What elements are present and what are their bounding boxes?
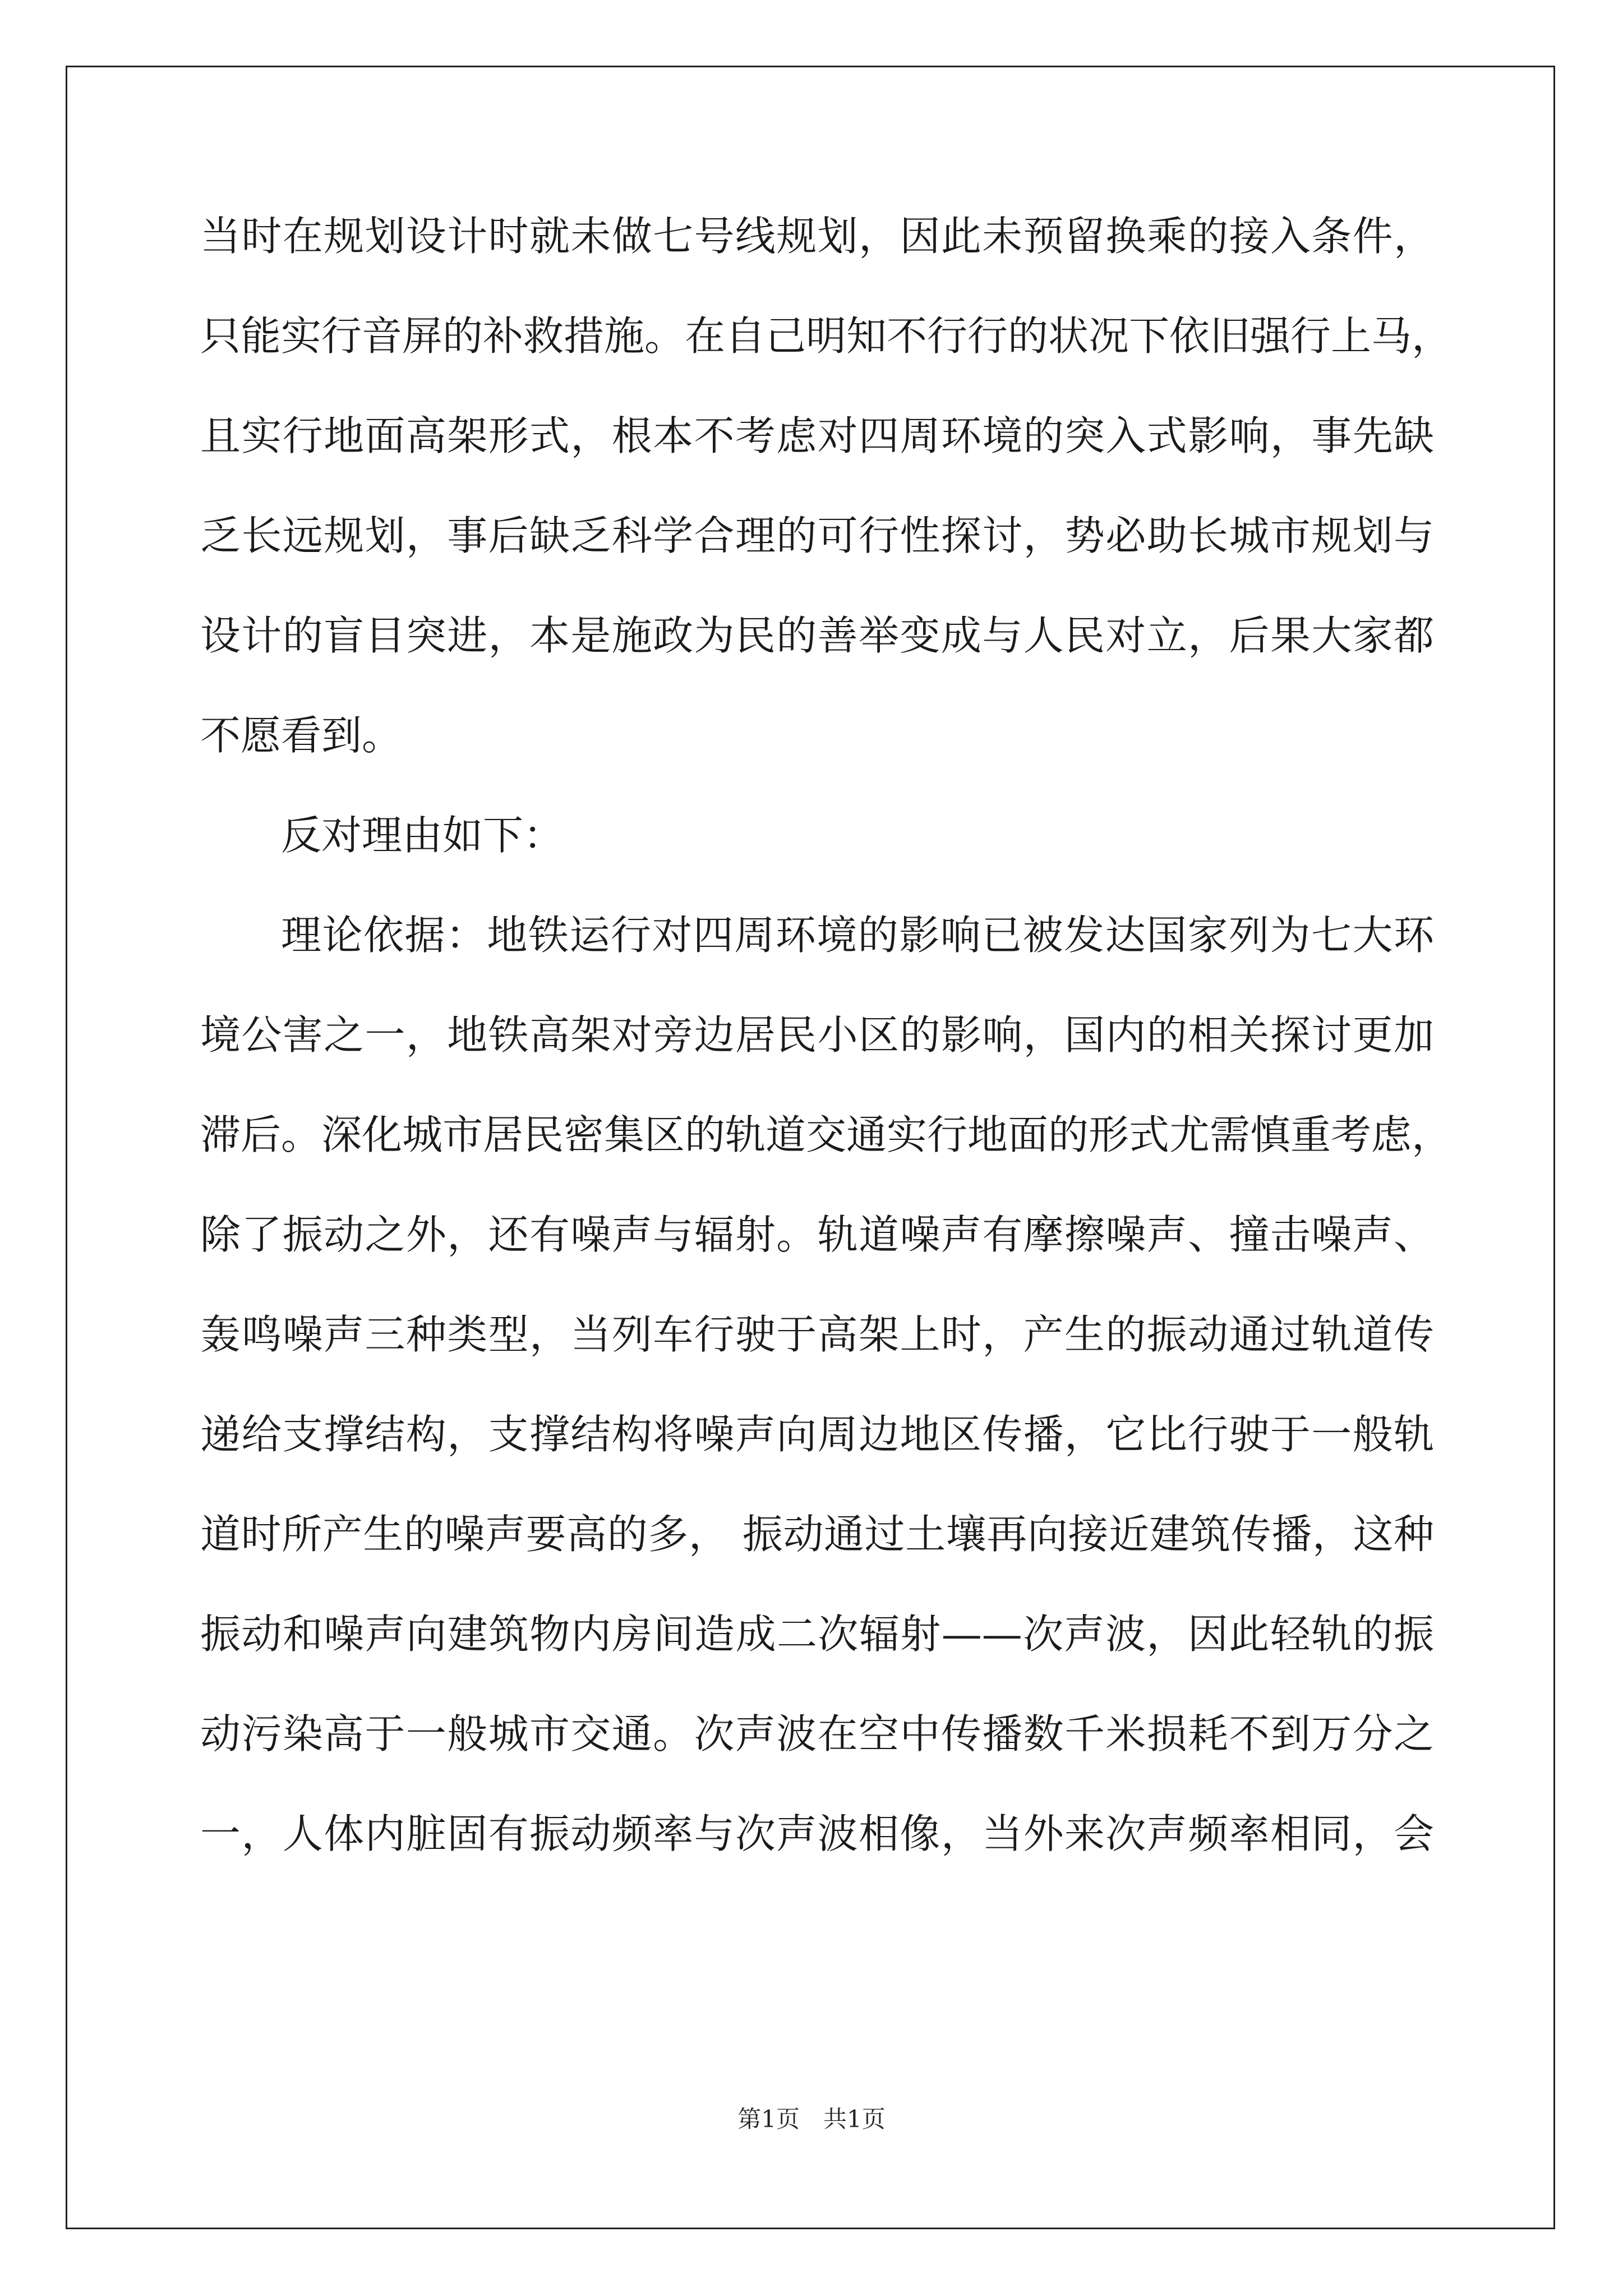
text-line: 只能实行音屏的补救措施。在自己明知不行行的状况下依旧强行上马， (200, 312, 1453, 360)
document-body (200, 186, 1453, 1884)
page-number-footer: 第1页 共1页 (737, 2105, 886, 2133)
text-line: 道时所产生的噪声要高的多， 振动通过土壤再向接近建筑传播，这种 (200, 1511, 1434, 1558)
text-line: 除了振动之外，还有噪声与辐射。轨道噪声有摩擦噪声、撞击噪声、 (200, 1211, 1434, 1258)
text-line: 境公害之一，地铁高架对旁边居民小区的影响，国内的相关探讨更加 (200, 1011, 1434, 1059)
text-line: 滞后。深化城市居民密集区的轨道交通实行地面的形式尤需慎重考虑， (200, 1111, 1453, 1158)
text-line: 反对理由如下： (281, 812, 564, 859)
text-line: 乏长远规划，事后缺乏科学合理的可行性探讨，势必助长城市规划与 (200, 512, 1434, 559)
text-line: 当时在规划设计时就未做七号线规划，因此未预留换乘的接入条件， (200, 213, 1434, 260)
text-line: 一，人体内脏固有振动频率与次声波相像，当外来次声频率相同，会 (200, 1810, 1434, 1857)
text-line: 不愿看到。 (200, 712, 403, 759)
text-line: 轰鸣噪声三种类型，当列车行驶于高架上时，产生的振动通过轨道传 (200, 1311, 1434, 1358)
text-line: 且实行地面高架形式，根本不考虑对四周环境的突入式影响，事先缺 (200, 412, 1434, 459)
text-line: 设计的盲目突进，本是施政为民的善举变成与人民对立，后果大家都 (200, 612, 1434, 659)
text-line: 振动和噪声向建筑物内房间造成二次辐射——次声波，因此轻轨的振 (200, 1611, 1434, 1658)
text-line: 理论依据：地铁运行对四周环境的影响已被发达国家列为七大环 (281, 912, 1434, 959)
text-line: 递给支撑结构，支撑结构将噪声向周边地区传播，它比行驶于一般轨 (200, 1411, 1434, 1458)
text-line: 动污染高于一般城市交通。次声波在空中传播数千米损耗不到万分之 (200, 1710, 1434, 1757)
